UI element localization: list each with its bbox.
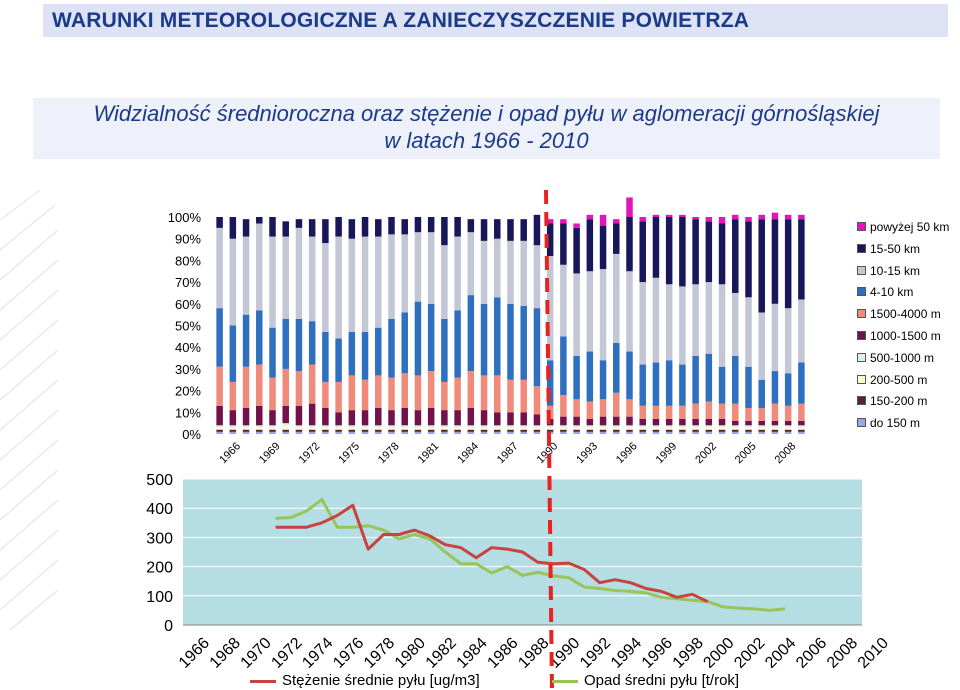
x-tick-label: 1981 <box>415 440 442 467</box>
y-tick-label: 10% <box>174 405 201 421</box>
legend-label: do 150 m <box>870 416 921 431</box>
x-tick-label: 1993 <box>574 440 601 467</box>
y-tick-label: 0 <box>164 618 173 635</box>
legend-label: 10-15 km <box>870 263 921 278</box>
x-tick-label: 2008 <box>772 440 799 467</box>
legend-swatch <box>857 266 866 275</box>
x-tick-label: 1984 <box>453 634 491 672</box>
legend-swatch <box>857 375 866 384</box>
x-tick-label: 2006 <box>793 634 831 672</box>
x-tick-label: 1990 <box>546 634 584 672</box>
x-tick-label: 1975 <box>336 440 363 467</box>
x-tick-label: 1970 <box>237 634 275 672</box>
y-tick-label: 70% <box>174 275 201 291</box>
x-tick-label: 1966 <box>217 440 244 467</box>
x-tick-label: 1987 <box>494 440 521 467</box>
x-tick-label: 1968 <box>206 634 244 672</box>
x-tick-label: 1998 <box>669 634 707 672</box>
legend-swatch <box>857 244 866 253</box>
y-tick-label: 90% <box>174 231 201 247</box>
legend-label: 1000-1500 m <box>870 329 941 343</box>
x-tick-label: 2000 <box>700 634 738 672</box>
y-tick-label: 80% <box>174 253 201 269</box>
x-tick-label: 1972 <box>296 440 323 467</box>
x-tick-label: 2002 <box>731 634 769 672</box>
page-title: WARUNKI METEOROLOGICZNE A ZANIECZYSZCZENIE POWIETRZA <box>52 9 750 32</box>
legend-label: 15-50 km <box>870 241 921 256</box>
chart-title-line-1: Widzialność średnioroczna oraz stężenie i opad pyłu w aglomeracji górnośląskiej <box>93 101 880 126</box>
legend-swatch <box>857 396 866 405</box>
legend-label: 200-500 m <box>870 372 928 387</box>
x-tick-label: 2008 <box>823 634 862 672</box>
x-tick-label: 2002 <box>693 440 720 467</box>
legend-label: 500-1000 m <box>870 350 935 365</box>
x-tick-label: 1978 <box>360 634 399 672</box>
y-tick-label: 20% <box>174 383 201 399</box>
legend-label: Stężenie średnie pyłu [ug/m3] <box>282 672 480 689</box>
legend-swatch <box>857 309 866 318</box>
x-tick-label: 1999 <box>653 440 680 467</box>
x-tick-label: 1980 <box>391 634 430 672</box>
x-tick-label: 1996 <box>613 440 640 467</box>
legend-line <box>250 680 276 683</box>
x-tick-label: 1988 <box>515 634 553 672</box>
y-tick-label: 300 <box>146 530 173 548</box>
y-tick-label: 0% <box>182 427 201 442</box>
x-tick-label: 1976 <box>330 634 368 672</box>
x-tick-label: 1966 <box>175 634 213 672</box>
y-tick-label: 500 <box>146 472 173 489</box>
x-tick-label: 1969 <box>256 440 283 467</box>
x-tick-label: 1974 <box>299 634 337 672</box>
legend-swatch <box>857 353 866 362</box>
legend-swatch <box>857 287 866 296</box>
x-tick-label: 1992 <box>577 634 615 672</box>
legend-label: 150-200 m <box>870 394 928 409</box>
legend-swatch <box>857 222 866 231</box>
x-tick-label: 2005 <box>732 440 759 467</box>
legend-label: 4-10 km <box>870 285 914 300</box>
x-tick-label: 1972 <box>268 634 306 672</box>
y-tick-label: 40% <box>174 340 201 356</box>
chart-title-line-2: w latach 1966 - 2010 <box>384 128 589 153</box>
y-tick-label: 50% <box>174 318 201 334</box>
x-tick-label: 1990 <box>534 440 561 467</box>
y-tick-label: 100% <box>167 210 201 225</box>
y-tick-label: 60% <box>174 296 201 312</box>
legend-label: 1500-4000 m <box>870 307 941 322</box>
x-tick-label: 1978 <box>375 440 402 467</box>
x-tick-label: 2010 <box>854 634 892 672</box>
y-tick-label: 400 <box>146 501 173 519</box>
x-tick-label: 1996 <box>638 634 676 672</box>
legend-swatch <box>857 418 866 427</box>
x-tick-label: 1984 <box>455 440 482 467</box>
legend-label: Opad średni pyłu [t/rok] <box>584 672 740 689</box>
x-tick-label: 1994 <box>607 634 646 672</box>
y-tick-label: 100 <box>146 588 173 606</box>
y-tick-label: 30% <box>174 361 201 377</box>
x-tick-label: 1986 <box>484 634 522 672</box>
x-tick-label: 2004 <box>762 634 800 672</box>
legend-label: powyżej 50 km <box>870 220 950 234</box>
x-tick-label: 1982 <box>422 634 460 672</box>
legend-line <box>552 680 578 683</box>
legend-swatch <box>857 331 866 340</box>
y-tick-label: 200 <box>146 559 173 577</box>
